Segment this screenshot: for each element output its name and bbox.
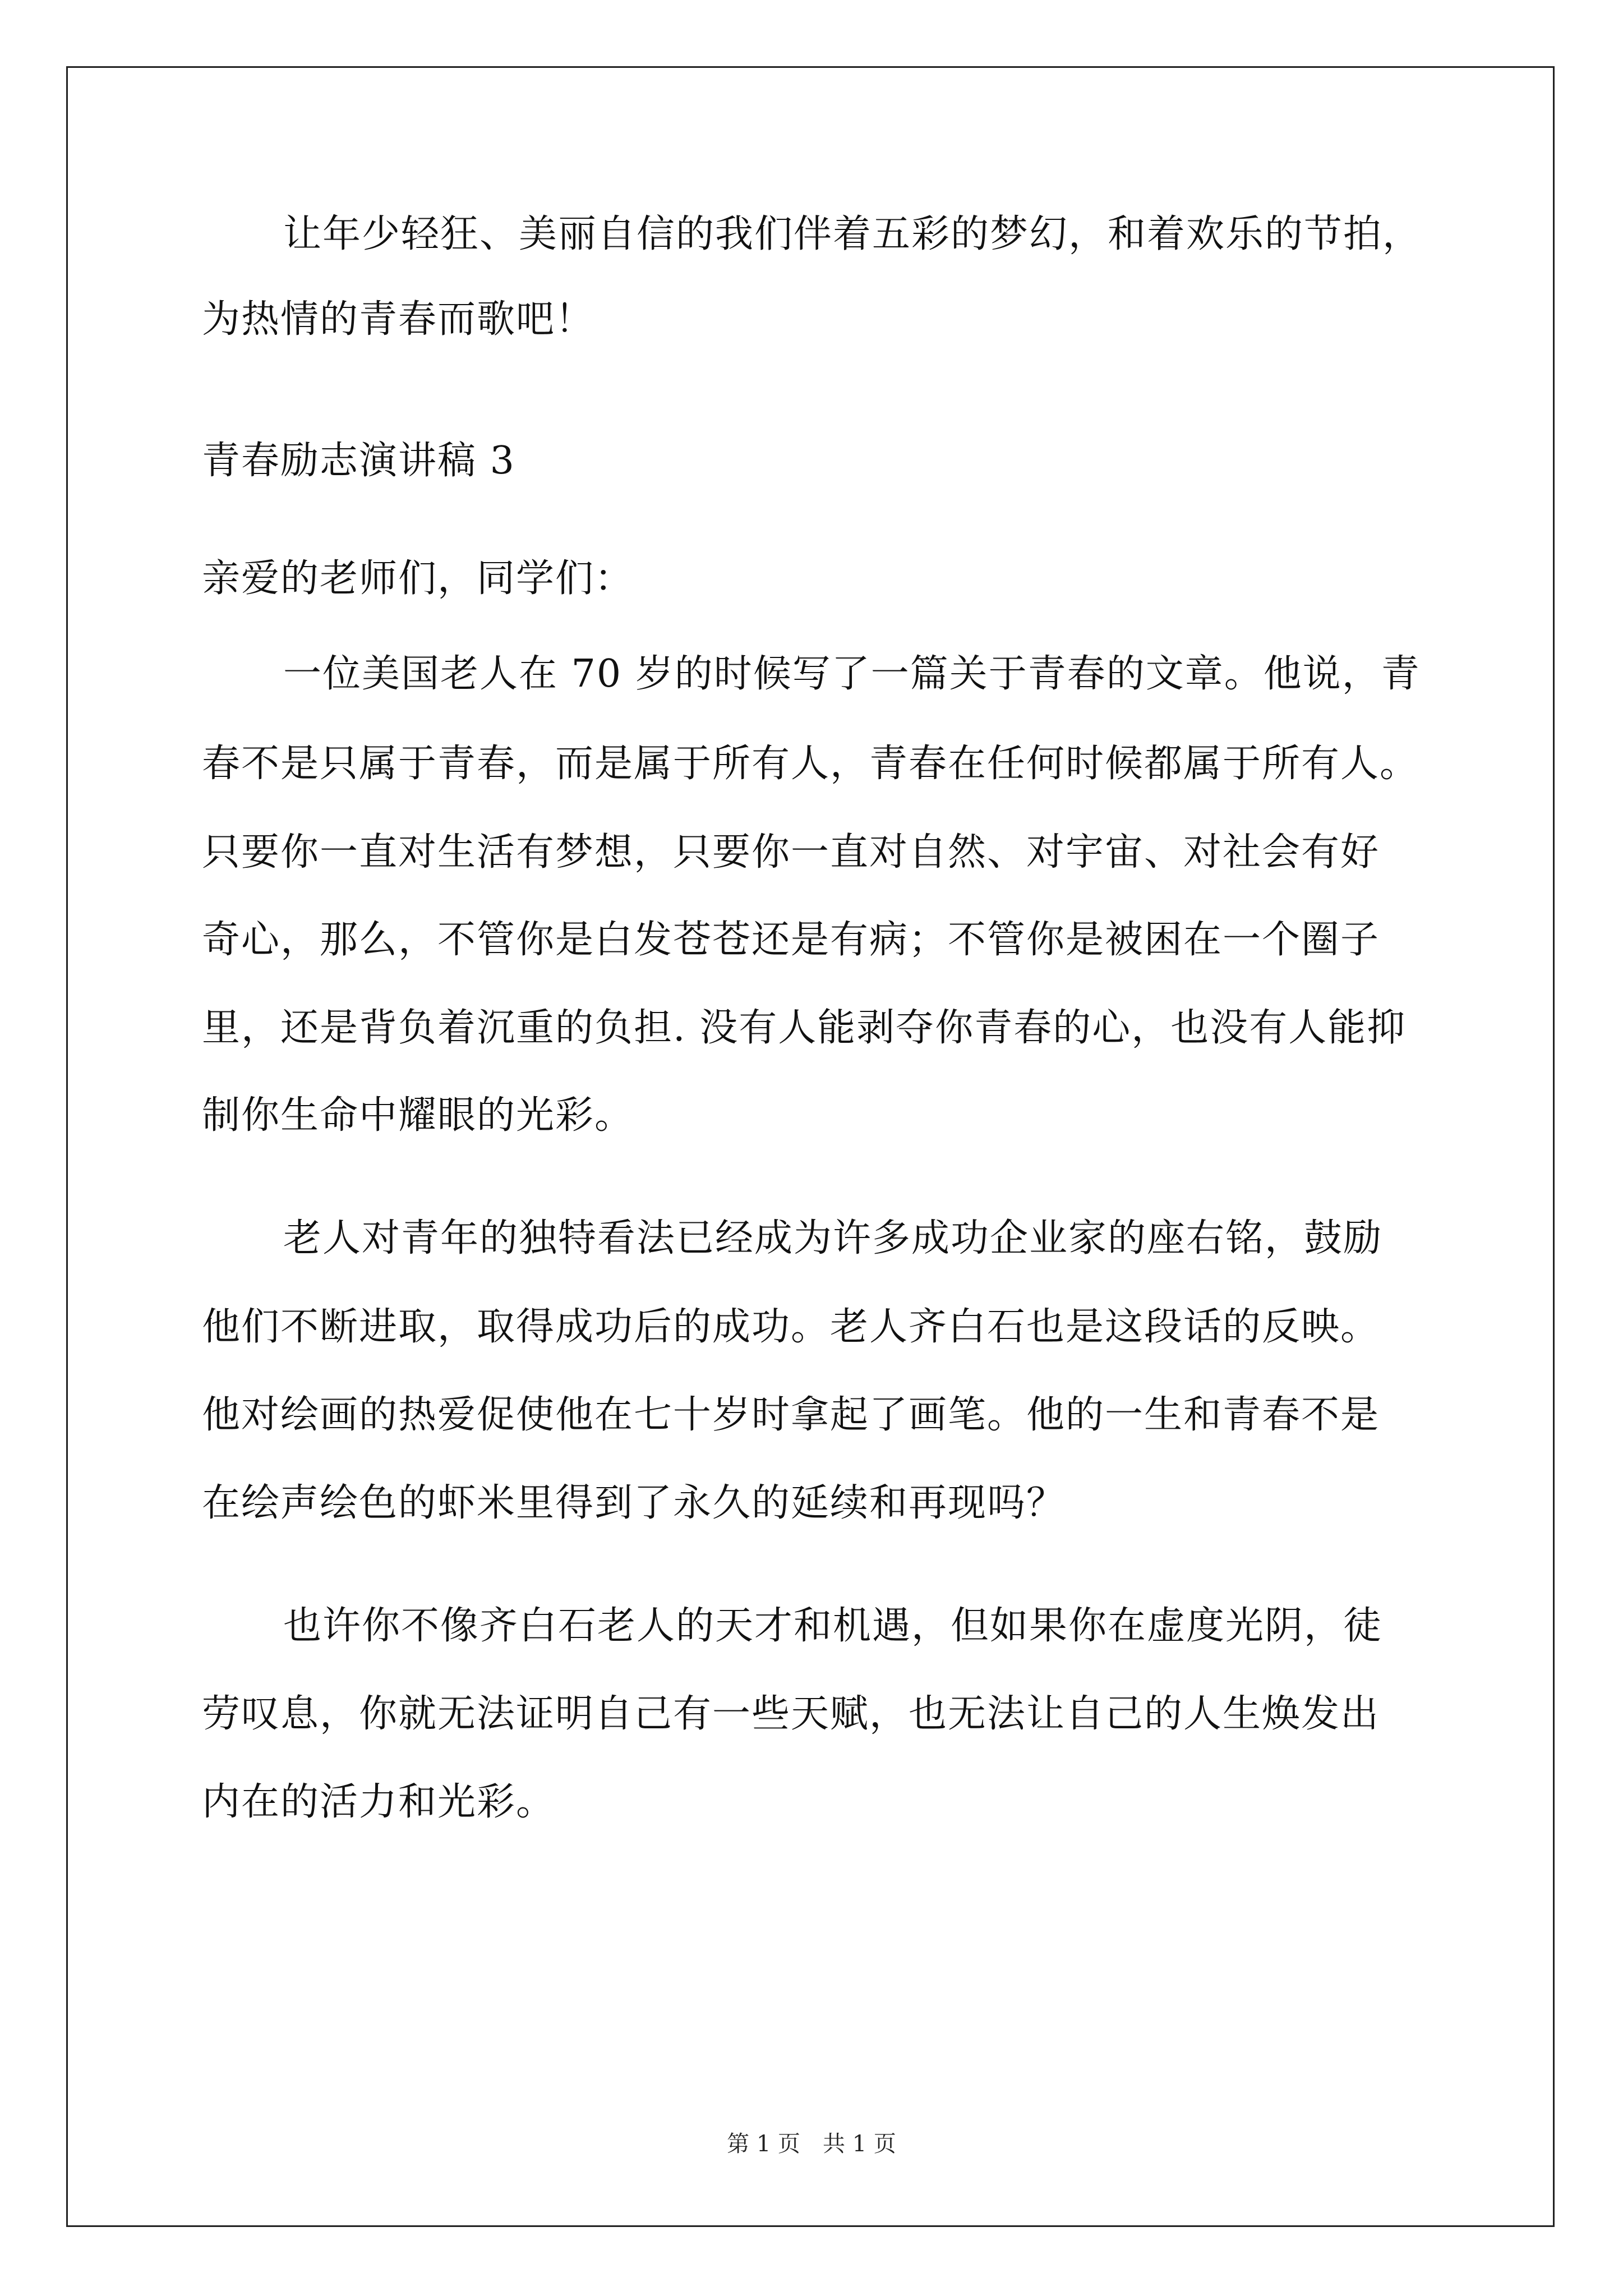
- paragraph-3-line-2: 劳叹息，你就无法证明自己有一些天赋，也无法让自己的人生焕发出: [202, 1692, 1380, 1736]
- speech-heading: 青春励志演讲稿 3: [202, 439, 515, 483]
- page-footer: [0, 2131, 1623, 2157]
- page-number-total: 共 1 页: [823, 2131, 896, 2157]
- paragraph-2-line-3: 他对绘画的热爱促使他在七十岁时拿起了画笔。他的一生和青春不是: [202, 1393, 1380, 1437]
- paragraph-2-line-2: 他们不断进取，取得成功后的成功。老人齐白石也是这段话的反映。: [202, 1305, 1380, 1349]
- paragraph-1-line-5: 里，还是背负着沉重的负担. 没有人能剥夺你青春的心，也没有人能抑: [202, 1006, 1407, 1050]
- intro-line-2: 为热情的青春而歌吧！: [202, 297, 595, 342]
- paragraph-3-line-3: 内在的活力和光彩。: [202, 1780, 556, 1824]
- intro-line-1: 让年少轻狂、美丽自信的我们伴着五彩的梦幻，和着欢乐的节拍，: [283, 212, 1422, 256]
- page-number-current: 第 1 页: [727, 2131, 800, 2157]
- paragraph-2-line-1: 老人对青年的独特看法已经成为许多成功企业家的座右铭，鼓励: [283, 1216, 1383, 1260]
- paragraph-1-line-3: 只要你一直对生活有梦想，只要你一直对自然、对宇宙、对社会有好: [202, 830, 1380, 875]
- paragraph-2-line-4: 在绘声绘色的虾米里得到了永久的延续和再现吗？: [202, 1481, 1066, 1525]
- paragraph-1-line-1: 一位美国老人在 70 岁的时候写了一篇关于青春的文章。他说，青: [283, 652, 1421, 696]
- page-border: [66, 66, 1555, 2227]
- paragraph-1-line-4: 奇心，那么，不管你是白发苍苍还是有病；不管你是被困在一个圈子: [202, 918, 1380, 962]
- speech-greeting: 亲爱的老师们，同学们：: [202, 556, 634, 601]
- paragraph-1-line-6: 制你生命中耀眼的光彩。: [202, 1093, 634, 1138]
- paragraph-3-line-1: 也许你不像齐白石老人的天才和机遇，但如果你在虚度光阴，徒: [283, 1604, 1383, 1648]
- paragraph-1-line-2: 春不是只属于青春，而是属于所有人，青春在任何时候都属于所有人。: [202, 742, 1419, 786]
